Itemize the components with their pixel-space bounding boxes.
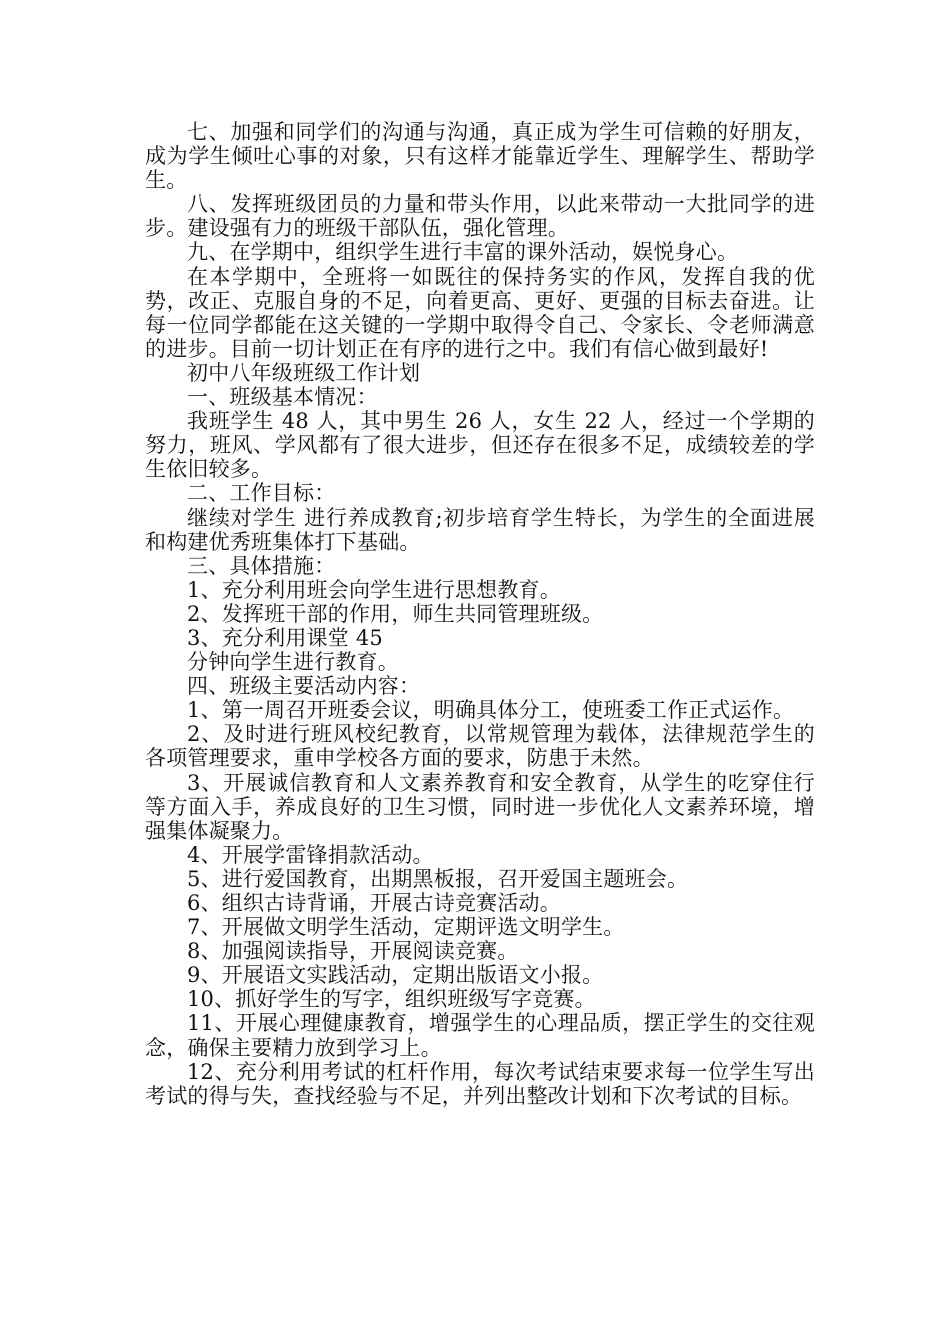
activity-item-5: 5、进行爱国教育，出期黑板报，召开爱国主题班会。	[187, 866, 689, 891]
section-title: 初中八年级班级工作计划	[187, 360, 421, 385]
activity-item-9: 9、开展语文实践活动，定期出版语文小报。	[187, 963, 604, 988]
activity-item-1: 1、第一周召开班委会议，明确具体分工，使班委工作正式运作。	[187, 698, 795, 723]
activity-item-4: 4、开展学雷锋捐款活动。	[187, 842, 434, 867]
heading-basic-situation: 一、班级基本情况：	[187, 385, 378, 410]
measure-item-2: 2、发挥班干部的作用，师生共同管理班级。	[187, 601, 604, 626]
activity-item-7: 7、开展做文明学生活动，定期评选文明学生。	[187, 915, 625, 940]
paragraph-work-goals: 继续对学生 进行养成教育;初步培育学生特长，为学生的全面进展和构建优秀班集体打下基础。	[145, 505, 815, 554]
activity-item-6: 6、组织古诗背诵，开展古诗竞赛活动。	[187, 891, 561, 915]
paragraph-item-8: 八、发挥班级团员的力量和带头作用，以此来带动一大批同学的进步。建设强有力的班级干部队伍，强化管理。	[145, 192, 815, 241]
heading-work-goals: 二、工作目标：	[187, 481, 336, 506]
activity-item-10: 10、抓好学生的写字，组织班级写字竞赛。	[187, 987, 596, 1012]
activity-item-11: 11、开展心理健康教育，增强学生的心理品质，摆正学生的交往观念，确保主要精力放到学习上。	[145, 1011, 815, 1060]
activity-item-3: 3、开展诚信教育和人文素养教育和安全教育，从学生的吃穿住行等方面入手，养成良好的卫生习惯，同时进一步优化人文素养环境，增强集体凝聚力。	[145, 770, 815, 843]
activity-item-2: 2、及时进行班风校纪教育，以常规管理为载体，法律规范学生的各项管理要求，重申学校各方面的要求，防患于未然。	[145, 722, 815, 771]
heading-measures: 三、具体措施：	[187, 553, 336, 578]
paragraph-item-7: 七、加强和同学们的沟通与沟通，真正成为学生可信赖的好朋友，成为学生倾吐心事的对象，只有这样才能靠近学生、理解学生、帮助学生。	[145, 120, 815, 193]
activity-item-12: 12、充分利用考试的杠杆作用，每次考试结束要求每一位学生写出考试的得与失，查找经验与不足，并列出整改计划和下次考试的目标。	[145, 1059, 815, 1108]
paragraph-summary: 在本学期中，全班将一如既往的保持务实的作风，发挥自我的优势，改正、克服自身的不足，向着更高、更好、更强的目标去奋进。让每一位同学都能在这关键的一学期中取得令自己、令家长、令老师满意的进步。目前一切计划正在有序的进行之中。我们有信心做到最好!	[145, 264, 815, 361]
measure-item-1: 1、充分利用班会向学生进行思想教育。	[187, 577, 561, 602]
document-page	[145, 120, 815, 1108]
heading-activities: 四、班级主要活动内容：	[187, 674, 421, 699]
paragraph-basic-situation: 我班学生 48 人，其中男生 26 人，女生 22 人，经过一个学期的努力，班风、学风都有了很大进步，但还存在很多不足，成绩较差的学生依旧较多。	[145, 409, 815, 482]
measure-item-3-continued: 分钟向学生进行教育。	[187, 650, 399, 675]
paragraph-item-9: 九、在学期中，组织学生进行丰富的课外活动，娱悦身心。	[187, 240, 739, 265]
activity-item-8: 8、加强阅读指导，开展阅读竞赛。	[187, 939, 519, 964]
measure-item-3: 3、充分利用课堂 45	[187, 625, 383, 650]
